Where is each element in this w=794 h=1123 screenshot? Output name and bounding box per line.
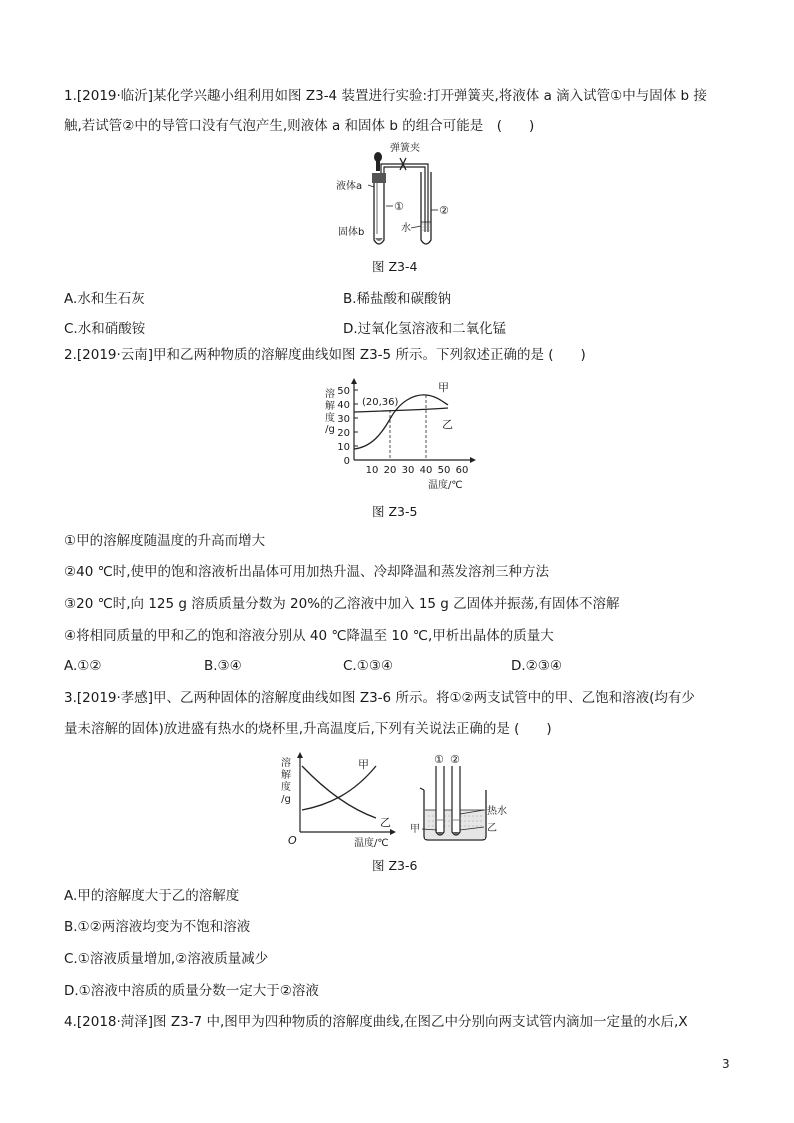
- q3-stem-line2: 量未溶解的固体)放进盛有热水的烧杯里,升高温度后,下列有关说法正确的是 ( ): [64, 721, 552, 737]
- q1-option-c: C.水和硝酸铵: [64, 321, 146, 337]
- clamp-label: 弹簧夹: [390, 143, 420, 154]
- q3-option-a: A.甲的溶解度大于乙的溶解度: [64, 888, 240, 904]
- page-number: 3: [722, 1057, 730, 1071]
- x-axis-label: 温度/℃: [354, 838, 389, 849]
- tube2-label: ②: [450, 753, 460, 766]
- q1-option-b: B.稀盐酸和碳酸钠: [343, 291, 452, 307]
- q1-option-a: A.水和生石灰: [64, 291, 145, 307]
- q3-stem-line1: 3.[2019·孝感]甲、乙两种固体的溶解度曲线如图 Z3-6 所示。将①②两支试管中的甲、乙饱和溶液(均有少: [64, 690, 695, 706]
- figure-z3-6-beaker: [410, 750, 520, 850]
- curve-jia-label: 甲: [358, 758, 369, 771]
- figure-z3-4-caption: 图 Z3-4: [372, 259, 418, 274]
- q2-option-b: B.③④: [204, 658, 242, 674]
- q2-statement-2: ②40 ℃时,使甲的饱和溶液析出晶体可用加热升温、冷却降温和蒸发溶剂三种方法: [64, 564, 550, 580]
- y-axis-label-2: 解: [325, 401, 335, 412]
- y-tick-40: 40: [337, 400, 350, 411]
- q3-option-d: D.①溶液中溶质的质量分数一定大于②溶液: [64, 983, 319, 999]
- y-axis-label-2: 解: [281, 770, 291, 781]
- tube1-label: ①: [394, 200, 404, 213]
- origin-label: O: [288, 834, 297, 847]
- y-tick-20: 20: [337, 428, 350, 439]
- y-axis-label-3: 度: [281, 782, 291, 793]
- q1-stem-line1: 1.[2019·临沂]某化学兴趣小组利用如图 Z3-4 装置进行实验:打开弹簧夹,将液体 a 滴入试管①中与固体 b 接: [64, 88, 707, 104]
- intersection-label: (20,36): [362, 397, 399, 408]
- figure-z3-6-caption: 图 Z3-6: [372, 858, 418, 873]
- curve-jia-label: 甲: [438, 381, 449, 394]
- x-tick-20: 20: [383, 465, 397, 476]
- x-tick-60: 60: [455, 465, 469, 476]
- q2-option-a: A.①②: [64, 658, 102, 674]
- figure-z3-5: [310, 375, 490, 493]
- figure-z3-6-graph: [278, 750, 398, 850]
- x-axis-label: 温度/℃: [428, 480, 463, 491]
- tube-yi-label: 乙: [487, 823, 497, 834]
- y-axis-label-1: 溶: [281, 758, 291, 769]
- figure-z3-4: [330, 140, 470, 252]
- q2-statement-1: ①甲的溶解度随温度的升高而增大: [64, 533, 266, 549]
- y-tick-10: 10: [337, 442, 350, 453]
- curve-yi: [302, 766, 376, 818]
- tube2-label: ②: [439, 204, 449, 217]
- q1-option-d: D.过氧化氢溶液和二氧化锰: [343, 321, 507, 337]
- y-axis-label-3: 度: [325, 413, 335, 424]
- water-label: 水: [401, 223, 411, 234]
- q2-statement-3: ③20 ℃时,向 125 g 溶质质量分数为 20%的乙溶液中加入 15 g 乙固体并振荡,有固体不溶解: [64, 596, 620, 612]
- q4-stem: 4.[2018·菏泽]图 Z3-7 中,图甲为四种物质的溶解度曲线,在图乙中分别向两支试管内滴加一定量的水后,X: [64, 1014, 688, 1030]
- y-tick-50: 50: [337, 386, 350, 397]
- q2-statement-4: ④将相同质量的甲和乙的饱和溶液分别从 40 ℃降温至 10 ℃,甲析出晶体的质量大: [64, 628, 554, 644]
- x-tick-10: 10: [365, 465, 379, 476]
- q3-option-c: C.①溶液质量增加,②溶液质量减少: [64, 951, 269, 967]
- q2-option-c: C.①③④: [343, 658, 394, 674]
- tube-jia-label: 甲: [410, 824, 420, 835]
- x-tick-30: 30: [401, 465, 415, 476]
- y-axis-label-4: /g: [325, 424, 335, 435]
- y-tick-0: 0: [343, 456, 350, 467]
- curve-yi-label: 乙: [380, 816, 391, 829]
- curve-jia: [302, 766, 376, 810]
- solid-b-label: 固体b: [338, 227, 365, 238]
- y-tick-30: 30: [337, 414, 350, 425]
- x-tick-40: 40: [419, 465, 433, 476]
- x-tick-50: 50: [437, 465, 451, 476]
- liquid-a-label: 液体a: [336, 181, 363, 192]
- q3-option-b: B.①②两溶液均变为不饱和溶液: [64, 919, 251, 935]
- y-axis-label-4: /g: [281, 794, 291, 805]
- q2-option-d: D.②③④: [511, 658, 562, 674]
- y-axis-label-1: 溶: [325, 389, 335, 400]
- figure-z3-5-caption: 图 Z3-5: [372, 504, 418, 519]
- q1-stem-line2: 触,若试管②中的导管口没有气泡产生,则液体 a 和固体 b 的组合可能是 ( ): [64, 118, 535, 134]
- q2-stem: 2.[2019·云南]甲和乙两种物质的溶解度曲线如图 Z3-5 所示。下列叙述正确的是 ( ): [64, 347, 586, 363]
- tube1-label: ①: [434, 753, 444, 766]
- curve-yi: [354, 408, 448, 412]
- hot-water-label: 热水: [487, 806, 507, 817]
- curve-yi-label: 乙: [442, 418, 453, 431]
